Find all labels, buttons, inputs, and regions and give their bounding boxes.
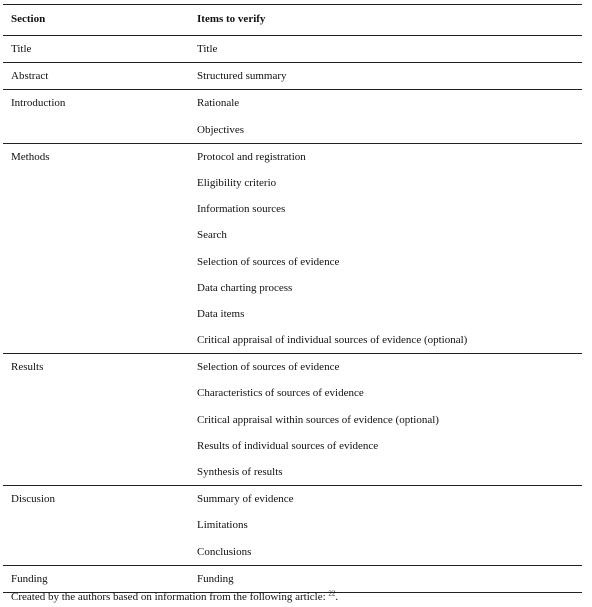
table-row <box>3 90 582 143</box>
list-item: Synthesis of results <box>197 466 283 478</box>
section-cell <box>3 36 189 63</box>
list-item: Rationale <box>197 97 240 110</box>
list-item: Critical appraisal of individual sources of evidence (optional) <box>197 334 468 347</box>
section-cell <box>3 354 189 486</box>
section-label: Discusion <box>11 493 55 506</box>
list-item: Selection of sources of evidence <box>197 361 340 374</box>
items-list <box>197 566 582 592</box>
checklist-table <box>3 4 582 593</box>
list-item: Data items <box>197 307 245 320</box>
section-label: Introduction <box>11 97 66 110</box>
list-item: Conclusions <box>197 545 252 558</box>
list-item: Eligibility criterio <box>197 176 277 189</box>
header-items: Items to verify <box>189 5 582 36</box>
items-list <box>197 354 582 485</box>
list-item: Data charting process <box>197 281 293 294</box>
section-cell <box>3 565 189 592</box>
list-item: Search <box>197 229 227 242</box>
table-row <box>3 143 582 354</box>
items-cell <box>189 486 582 566</box>
section-cell <box>3 143 189 354</box>
section-label: Title <box>11 43 32 55</box>
items-cell <box>189 354 582 486</box>
table-row <box>3 354 582 486</box>
items-cell <box>189 36 582 63</box>
section-cell <box>3 63 189 90</box>
list-item: Limitations <box>197 519 248 532</box>
header-section: Section <box>3 5 189 36</box>
items-cell <box>189 63 582 90</box>
list-item: Critical appraisal within sources of evidence (optional) <box>197 413 439 426</box>
items-list <box>197 144 582 354</box>
section-label: Abstract <box>11 70 49 83</box>
list-item: Structured summary <box>197 70 287 83</box>
list-item: Information sources <box>197 203 286 216</box>
footnote-text: Created by the authors based on information from the following article: <box>11 591 329 603</box>
table-row <box>3 486 582 566</box>
table-footnote <box>11 591 338 603</box>
list-item: Funding <box>197 572 234 585</box>
items-list <box>197 63 582 89</box>
items-list <box>197 36 582 62</box>
items-list <box>197 90 582 142</box>
table-row <box>3 36 582 63</box>
list-item: Protocol and registration <box>197 150 306 163</box>
list-item: Summary of evidence <box>197 493 294 506</box>
items-cell <box>189 143 582 354</box>
footnote-reference: 22 <box>328 589 336 598</box>
items-cell <box>189 90 582 143</box>
list-item: Results of individual sources of evidence <box>197 439 379 452</box>
section-label: Methods <box>11 150 50 163</box>
table-header-row <box>3 5 582 36</box>
items-cell <box>189 565 582 592</box>
list-item: Selection of sources of evidence <box>197 255 340 268</box>
table-row <box>3 565 582 592</box>
section-cell <box>3 90 189 143</box>
section-label: Funding <box>11 572 48 585</box>
section-cell <box>3 486 189 566</box>
list-item: Title <box>197 43 218 55</box>
section-label: Results <box>11 361 44 374</box>
list-item: Characteristics of sources of evidence <box>197 387 364 400</box>
items-list <box>197 486 582 565</box>
list-item: Objectives <box>197 123 245 136</box>
table-row <box>3 63 582 90</box>
footnote-end: . <box>335 591 339 603</box>
table-body <box>3 36 582 593</box>
